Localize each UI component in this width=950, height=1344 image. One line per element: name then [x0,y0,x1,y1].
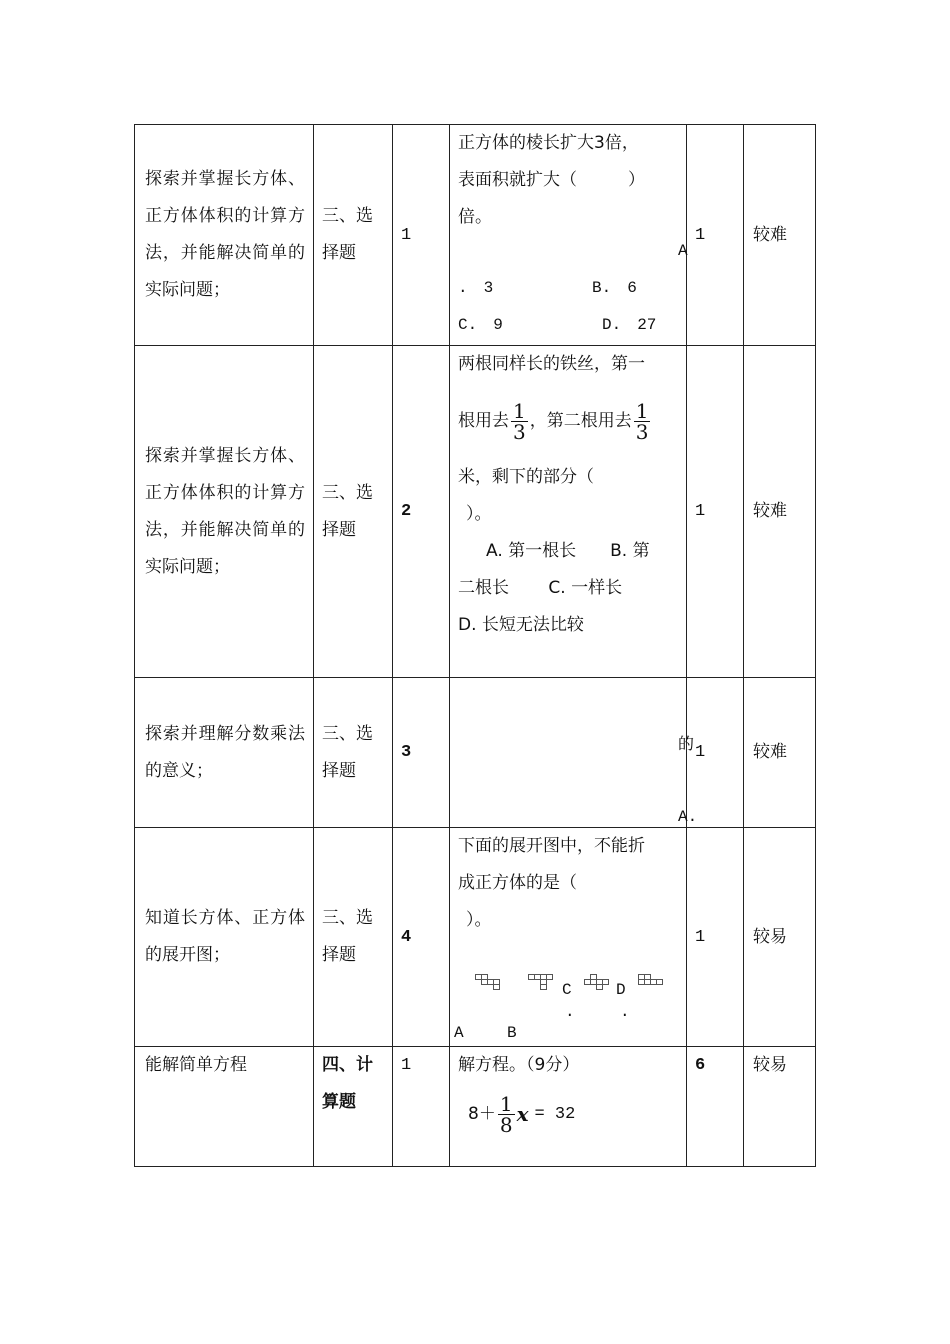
question-text: ）。 [466,910,492,930]
cube-net-d-icon [638,974,668,986]
question-number-cell: 1 [393,1047,450,1167]
table-row [135,828,816,1047]
option-d: D. 27 [602,316,657,334]
option-line: 二根长 C. 一样长 [458,578,623,598]
question-number-cell: 4 [393,828,450,1047]
exam-spec-table [134,124,816,1167]
difficulty-cell: 较难 [744,346,816,678]
question-text: 表面积就扩大（ ） [458,170,645,190]
table-row [135,1047,816,1167]
question-content-cell [450,125,687,346]
option-dot: . [620,1003,630,1021]
question-type-cell: 四、计算题 [314,1047,393,1167]
fraction-numerator: 1 [499,1091,513,1116]
score-cell: 1 [687,828,744,1047]
score-cell: 6 [687,1047,744,1167]
question-fragment: 的 [678,734,695,753]
option-b-label: B [507,1024,517,1042]
fraction-numerator: 1 [513,398,526,423]
question-number-cell: 3 [393,678,450,828]
score-cell: 1 [687,678,744,828]
question-type-cell: 三、选择题 [314,346,393,678]
fraction-denominator: 3 [635,419,649,444]
question-number-cell: 1 [393,125,450,346]
question-text: 倍。 [458,207,492,227]
question-fragment: A. [678,808,698,826]
difficulty-cell: 较易 [744,828,816,1047]
question-content-cell [450,1047,687,1167]
table-row [135,678,816,828]
option-c-label: C [562,981,572,999]
difficulty-cell: 较难 [744,125,816,346]
question-text: ，第二根用去 [529,410,632,431]
score-cell: 1 [687,346,744,678]
option-d-label: D [616,981,626,999]
objective-cell: 探索并理解分数乘法的意义； [135,678,314,828]
fraction-one-third [511,398,528,444]
question-text: 两根同样长的铁丝，第一 [458,354,645,374]
cube-net-b-icon [528,974,558,986]
option-line: A. 第一根长 B. 第 [486,541,650,561]
question-text: 解方程。（9分） [458,1055,580,1075]
question-content-cell [450,346,687,678]
objective-cell: 知道长方体、正方体的展开图； [135,828,314,1047]
question-content-cell [450,678,698,828]
table-row [135,125,816,346]
objective-cell: 能解简单方程 [135,1047,314,1167]
question-text: 正方体的棱长扩大3倍， [458,133,639,153]
fraction-one-eighth [498,1091,515,1137]
option-b: B. 6 [592,279,637,297]
equation [458,1084,686,1144]
option-a-marker: A [678,242,688,260]
question-number-cell: 2 [393,346,450,678]
question-text: ）。 [466,504,492,524]
difficulty-cell: 较易 [744,1047,816,1167]
fraction-numerator: 1 [635,398,649,423]
question-text: 米，剩下的部分（ [458,467,594,487]
option-a: . 3 [458,279,494,297]
option-line: D. 长短无法比较 [458,615,584,635]
objective-cell: 探索并掌握长方体、正方体体积的计算方法，并能解决简单的实际问题； [135,125,314,346]
objective-cell: 探索并掌握长方体、正方体体积的计算方法，并能解决简单的实际问题； [135,346,314,678]
question-type-cell: 三、选择题 [314,678,393,828]
table-row [135,346,816,678]
question-content-cell [450,828,687,1047]
question-text: 成正方体的是（ [458,873,577,893]
fraction-line [458,383,686,459]
cube-net-c-icon [584,974,614,986]
difficulty-cell: 较难 [744,678,816,828]
question-text: 根用去 [458,410,509,431]
question-type-cell: 三、选择题 [314,828,393,1047]
score-cell: 1 [687,125,744,346]
cube-net-a-icon [475,974,505,986]
equation-variable: x [516,1101,529,1126]
question-text: 下面的展开图中，不能折 [458,836,645,856]
fraction-one-third [634,398,651,444]
equation-right: = 32 [534,1104,576,1124]
question-type-cell: 三、选择题 [314,125,393,346]
fraction-denominator: 8 [499,1112,513,1137]
equation-left: 8＋ [468,1103,496,1124]
option-a-label: A [454,1024,464,1042]
option-dot: . [565,1003,575,1021]
option-c: C. 9 [458,316,503,334]
fraction-denominator: 3 [513,419,526,444]
